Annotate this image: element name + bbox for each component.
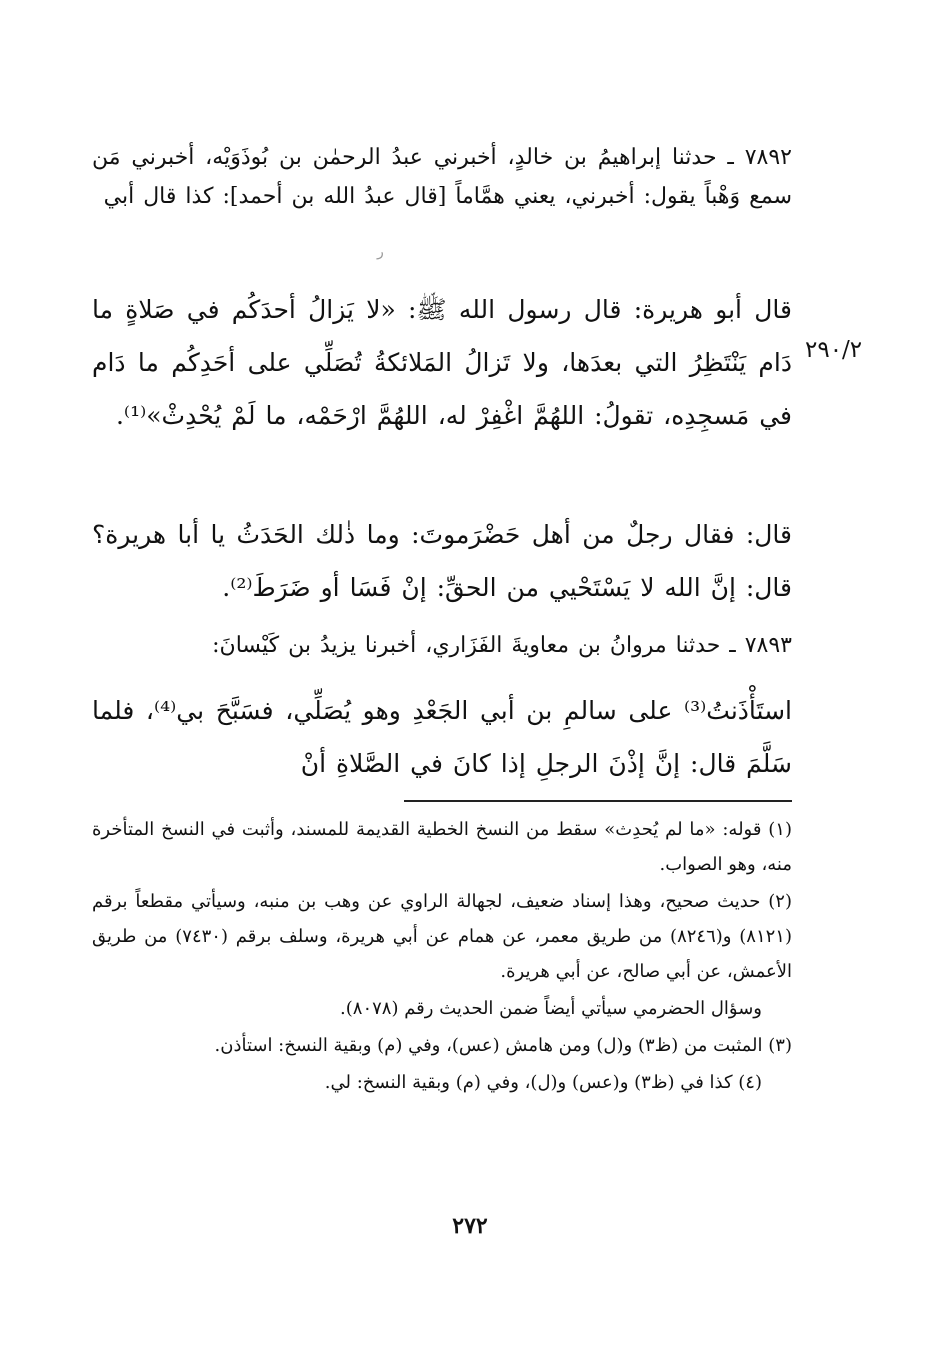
volume-page-reference: ٢٩٠/٢ (805, 337, 863, 363)
footnote-3: (٣) المثبت من (ظ٣) و(ل) ومن هامش (عس)، وفي (م) وبقية النسخ: استأذن. (214, 1035, 792, 1056)
footnote-4: (٤) كذا في (ظ٣) و(عس) و(ل)، وفي (م) وبقية النسخ: لي. (324, 1072, 762, 1093)
footnote-1: (١) قوله: «ما لم يُحدِث» سقط من النسخ الخطية القديمة للمسند، وأثبت في النسخ المتأخرة منه، وهو الصواب. (92, 819, 792, 875)
faint-mark: ﺭ (377, 244, 384, 260)
footnote-2: (٢) حديث صحيح، وهذا إسناد ضعيف، لجهالة الراوي عن وهب بن منبه، وسيأتي مقطعاً برقم (٨١٢١) و(٨٢٤٦) من طريق معمر، عن همام عن أبي هريرة، وسلف برقم (٧٤٣٠) من طريق الأعمش، عن أبي صالح، عن أبي هريرة. (92, 891, 792, 982)
hadith-7892-continuation: قال: فقال رجلٌ من أهل حَضْرَموتَ: وما ذٰلك الحَدَثُ يا أبا هريرة؟ قال: إنَّ الله لا يَسْتَحْيي من الحقِّ: إنْ فَسَا أو ضَرَطَ⁽²⁾. (92, 520, 792, 602)
footnote-divider (404, 800, 792, 802)
page-number: ٢٧٢ (452, 1213, 488, 1239)
hadith-7892-isnad: ٧٨٩٢ ـ حدثنا إبراهيمُ بن خالدٍ، أخبرني عبدُ الرحمٰن بن بُوذَوَيْه، أخبرني مَن سمع وَهْباً يقول: أخبرني، يعني همَّاماً [قال عبدُ الله بن أحمد]: كذا قال أبي (92, 145, 792, 209)
footnote-2-continuation: وسؤال الحضرمي سيأتي أيضاً ضمن الحديث رقم (٨٠٧٨). (340, 998, 762, 1019)
footnotes (92, 812, 792, 1102)
hadith-7892-matn: قال أبو هريرة: قال رسول الله ﷺ: «لا يَزالُ أحدَكُم في صَلاةٍ ما دَام يَنْتَظِرُ التي بعدَها، ولا تَزالُ المَلائكةُ تُصَلِّي على أحَدِكُم ما دَام في مَسجِدِه، تقولُ: اللهُمَّ اغْفِرْ له، اللهُمَّ ارْحَمْه، ما لَمْ يُحْدِثْ»⁽¹⁾. (92, 295, 792, 430)
hadith-7893-matn: استَأْذَنتُ⁽³⁾ على سالمِ بن أبي الجَعْدِ وهو يُصَلِّي، فسَبَّحَ بي⁽⁴⁾، فلما سَلَّمَ قال: إنَّ إذْنَ الرجلِ إذا كانَ في الصَّلاةِ أنْ (92, 696, 792, 778)
hadith-7893-isnad: ٧٨٩٣ ـ حدثنا مروانُ بن معاويةَ الفَزَاري، أخبرنا يزيدُ بن كَيْسانَ: (212, 633, 792, 658)
